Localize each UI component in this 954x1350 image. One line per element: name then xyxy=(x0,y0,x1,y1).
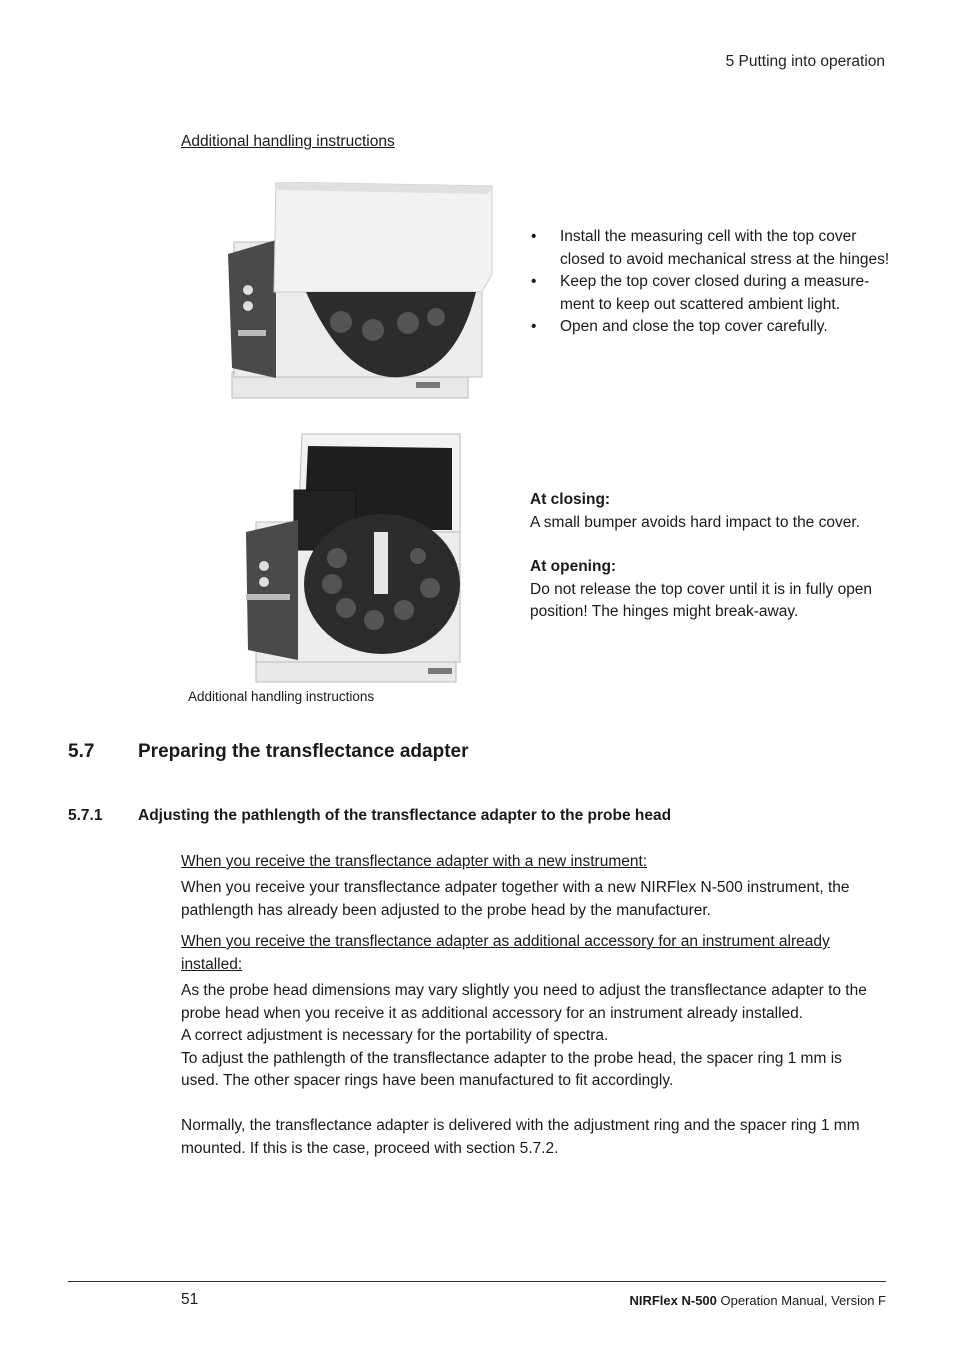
figure-caption: Additional handling instructions xyxy=(188,689,375,704)
closing-text: A small bumper avoids hard impact to the cover. xyxy=(530,513,860,531)
handling-heading: Additional handling instructions xyxy=(181,133,395,150)
accessory-paragraph: To adjust the pathlength of the transflectance adapter to the probe head, the spacer ring 1 mm is used. The other spacer rings have been manufactured to fit accordingly. xyxy=(181,1049,842,1089)
opening-text: Do not release the top cover until it is in fully open position! The hinges might break-away. xyxy=(530,580,873,620)
new-instrument-heading: When you receive the transflectance adapter with a new instrument: xyxy=(181,853,648,870)
handling-bullet-list xyxy=(530,226,890,339)
accessory-paragraph: A correct adjustment is necessary for the portability of spectra. xyxy=(181,1027,609,1044)
accessory-heading: When you receive the transflectance adapter as additional accessory for an instrument already installed: xyxy=(181,933,830,973)
handling-notes xyxy=(530,489,890,624)
accessory-paragraphs xyxy=(181,980,881,1160)
footer-divider xyxy=(68,1281,886,1282)
bullet-item: • Keep the top cover closed during a measure-ment to keep out scattered ambient light. xyxy=(530,271,890,316)
page-number: 51 xyxy=(181,1291,199,1308)
subsection-title: Adjusting the pathlength of the transflectance adapter to the probe head xyxy=(138,807,672,824)
opening-label: At opening: xyxy=(530,558,617,575)
accessory-paragraph: As the probe head dimensions may vary slightly you need to adjust the transflectance adapter to the probe head when you receive it as additional accessory for an instrument already installed. xyxy=(181,982,867,1022)
instrument-cover-open-photo xyxy=(242,432,466,684)
running-header: 5 Putting into operation xyxy=(725,53,885,70)
subsection-number: 5.7.1 xyxy=(68,807,103,824)
footer-title xyxy=(629,1293,886,1308)
footer-product: NIRFlex N-500 xyxy=(629,1293,717,1308)
bullet-item: • Open and close the top cover carefully. xyxy=(530,316,890,339)
bullet-item: • Install the measuring cell with the top cover closed to avoid mechanical stress at the hinges! xyxy=(530,226,890,271)
closing-label: At closing: xyxy=(530,491,611,508)
section-title: Preparing the transflectance adapter xyxy=(138,741,469,762)
accessory-paragraph: Normally, the transflectance adapter is delivered with the adjustment ring and the spacer ring 1 mm mounted. If this is the case, proceed with section 5.7.2. xyxy=(181,1117,860,1157)
new-instrument-paragraph: When you receive your transflectance adpater together with a new NIRFlex N-500 instrument, the pathlength has already been adjusted to the probe head by the manufacturer. xyxy=(181,879,850,919)
instrument-cover-closed-photo xyxy=(226,182,494,400)
footer-manual: Operation Manual, Version F xyxy=(720,1293,886,1308)
section-number: 5.7 xyxy=(68,741,95,762)
